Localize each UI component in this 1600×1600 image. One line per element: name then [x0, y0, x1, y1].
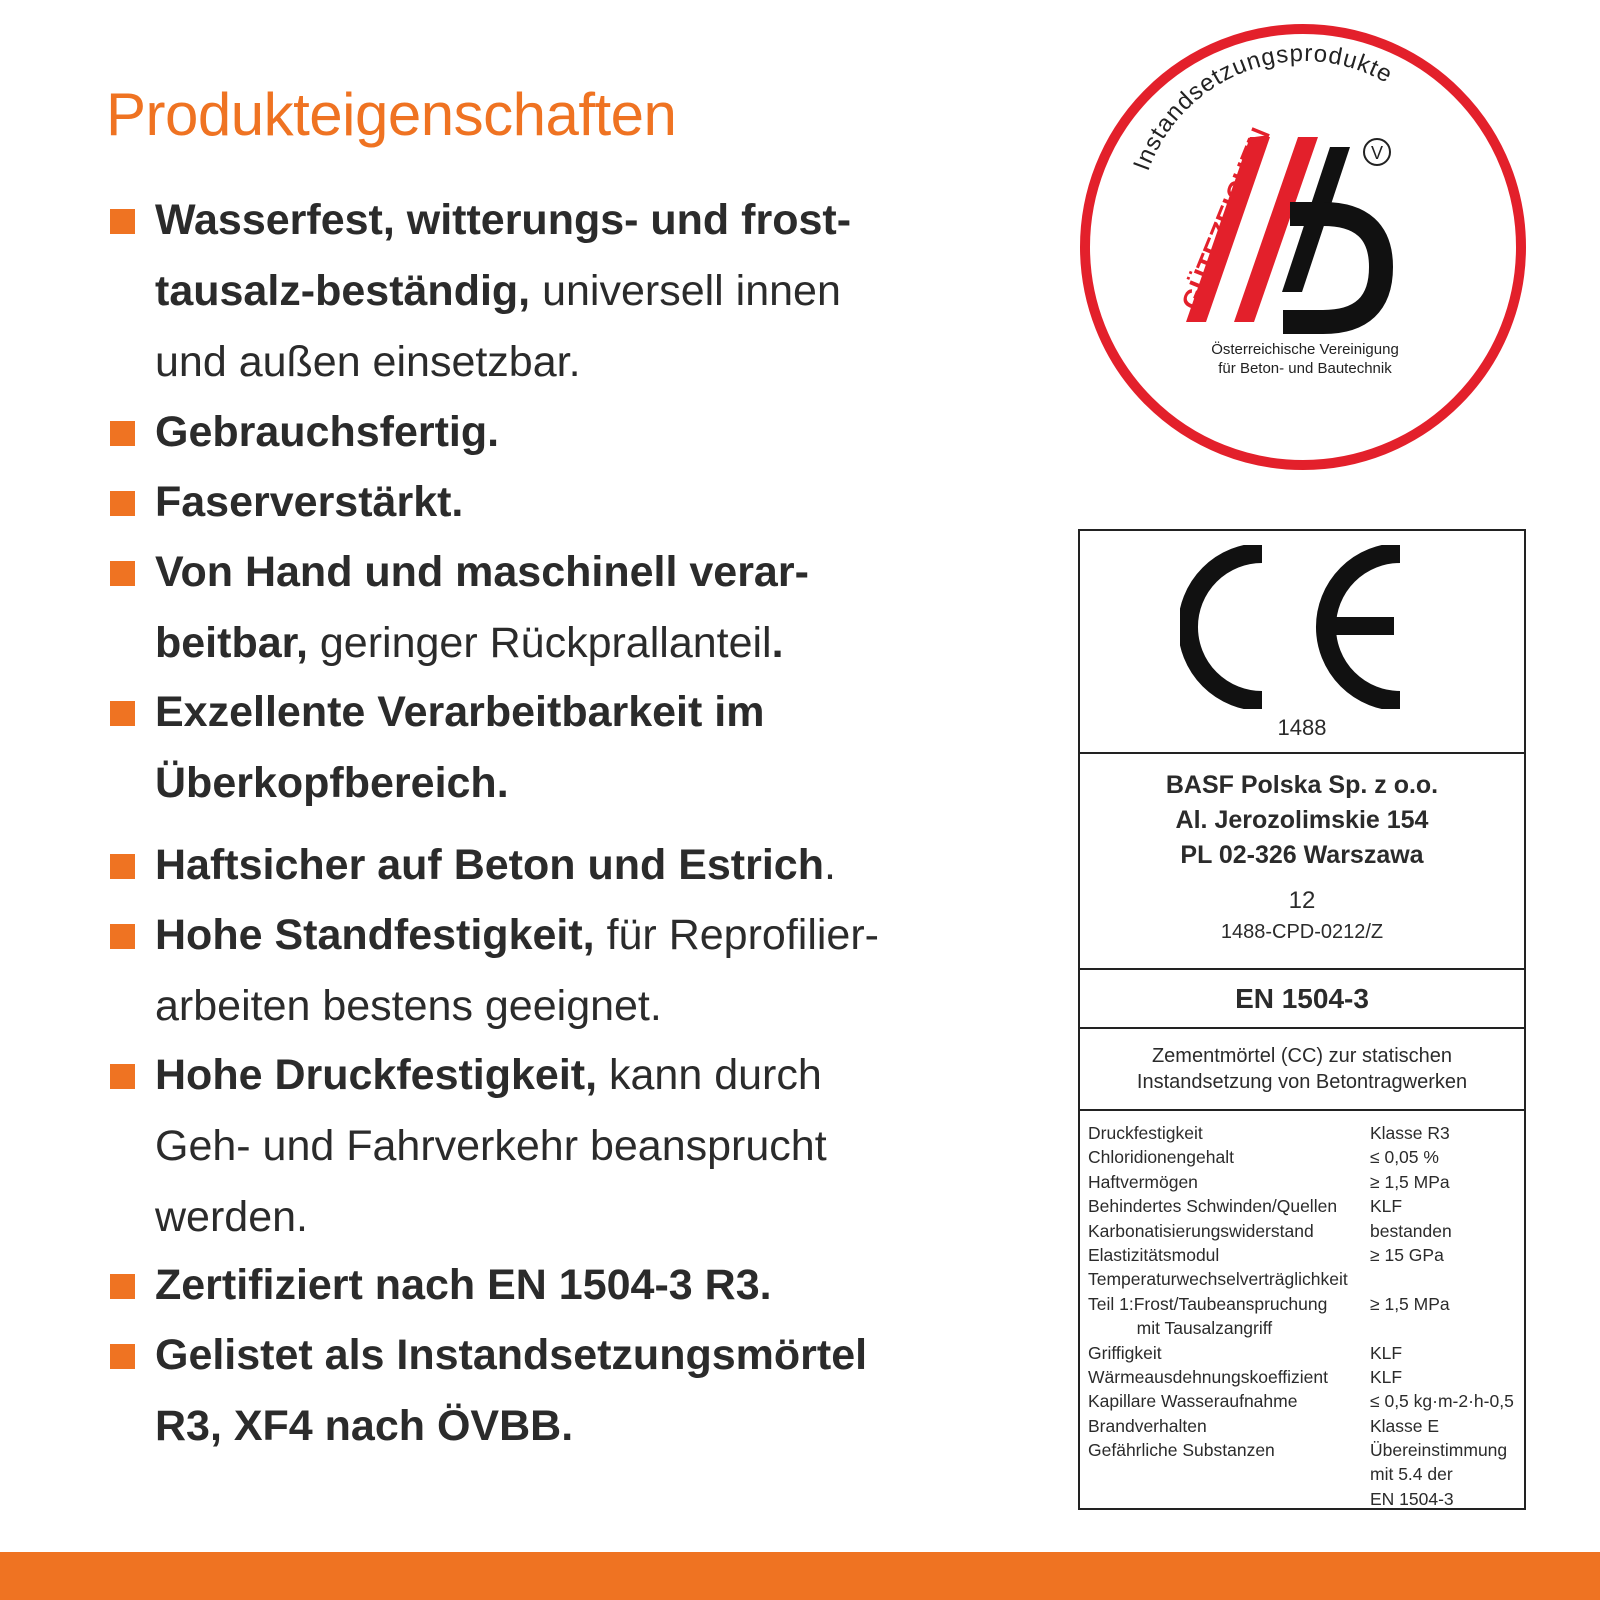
feature-text-bold: Gelistet als Instandsetzungsmörtel R3, XF4 nach ÖVBB.: [155, 1331, 868, 1450]
property-row: [1088, 1292, 1520, 1316]
property-value: KLF: [1370, 1342, 1403, 1363]
manufacturer-street: Al. Jerozolimskie 154: [1175, 806, 1429, 834]
property-name: Temperaturwechselverträglichkeit: [1088, 1269, 1348, 1290]
description-line1: Zementmörtel (CC) zur statischen: [1151, 1045, 1453, 1067]
property-row: [1088, 1145, 1520, 1169]
bullet-square-icon: [110, 1274, 135, 1299]
property-value: ≥ 1,5 MPa: [1370, 1171, 1450, 1192]
property-value: Klasse R3: [1370, 1123, 1450, 1143]
quality-seal: [1078, 22, 1528, 472]
property-value: EN 1504-3: [1370, 1488, 1454, 1509]
manufacturer-name: BASF Polska Sp. z o.o.: [1165, 771, 1439, 799]
bullet-square-icon: [110, 924, 135, 949]
property-row: [1088, 1170, 1520, 1194]
feature-text: [155, 677, 985, 819]
property-row: [1088, 1341, 1520, 1365]
standard-section: [1080, 970, 1524, 1029]
property-row: [1088, 1121, 1520, 1145]
property-value: bestanden: [1370, 1220, 1452, 1241]
bullet-square-icon: [110, 854, 135, 879]
property-name: Brandverhalten: [1088, 1415, 1207, 1436]
feature-text-regular: .: [823, 841, 836, 889]
property-name: Druckfestigkeit: [1088, 1123, 1203, 1143]
property-name: mit Tausalzangriff: [1088, 1318, 1273, 1339]
property-name: Karbonatisierungswiderstand: [1088, 1220, 1314, 1241]
ce-mark-icon: [1180, 545, 1424, 709]
property-name: Haftvermögen: [1088, 1171, 1198, 1192]
feature-text-bold: tausalz-beständig,: [155, 267, 531, 315]
ce-label: [1078, 529, 1526, 1510]
property-row: [1088, 1487, 1520, 1511]
feature-text-regular: kann durch Geh- und Fahrverkehr beansprucht werden.: [155, 1051, 827, 1241]
bullet-square-icon: [110, 209, 135, 234]
description-line2: Instandsetzung von Betontragwerken: [1136, 1071, 1468, 1093]
feature-text: [155, 900, 985, 1042]
feature-text-bold: Haftsicher auf Beton und Estrich: [155, 841, 824, 889]
feature-text-bold: Faserverstärkt.: [155, 478, 464, 526]
ce-mark-section: [1080, 531, 1524, 754]
seal-org-line2: für Beton- und Bautechnik: [1218, 360, 1392, 377]
property-row: [1088, 1462, 1520, 1486]
bullet-square-icon: [110, 1064, 135, 1089]
property-row: [1088, 1267, 1520, 1291]
notified-body-number: 1488: [1277, 715, 1327, 740]
seal-arc-text: Instandsetzungsprodukte: [1128, 39, 1398, 175]
property-row: [1088, 1219, 1520, 1243]
seal-v-letter: V: [1370, 143, 1384, 163]
feature-text: [155, 830, 985, 901]
properties-table: [1088, 1121, 1520, 1511]
feature-text-bold: Hohe Standfestigkeit,: [155, 911, 595, 959]
ce-year: 12: [1288, 887, 1316, 914]
bullet-square-icon: [110, 491, 135, 516]
property-value: ≤ 0,5 kg·m-2·h-0,5: [1370, 1391, 1514, 1412]
bullet-square-icon: [110, 701, 135, 726]
manufacturer-section: [1080, 754, 1524, 970]
bullet-square-icon: [110, 421, 135, 446]
standard-number: EN 1504-3: [1235, 983, 1369, 1014]
page-title: Produkteigenschaften: [106, 81, 677, 148]
property-name: Wärmeausdehnungskoeffizient: [1088, 1366, 1328, 1387]
property-name: Kapillare Wasseraufnahme: [1088, 1391, 1298, 1412]
feature-text: [155, 397, 985, 468]
property-value: mit 5.4 der: [1370, 1464, 1453, 1485]
feature-text: [155, 1320, 985, 1462]
property-value: KLF: [1370, 1366, 1403, 1387]
property-row: [1088, 1389, 1520, 1413]
feature-text: [155, 185, 985, 398]
property-row: [1088, 1438, 1520, 1462]
property-name: Elastizitätsmodul: [1088, 1244, 1220, 1265]
property-name: Gefährliche Substanzen: [1088, 1440, 1275, 1461]
feature-text-regular: universell innen und außen einsetzbar.: [155, 267, 841, 386]
property-name: Chloridionengehalt: [1088, 1147, 1234, 1168]
property-value: ≥ 15 GPa: [1370, 1244, 1444, 1265]
feature-text: [155, 1250, 985, 1321]
feature-text-bold: Gebrauchsfertig.: [155, 408, 500, 456]
bullet-square-icon: [110, 1344, 135, 1369]
seal-org-line1: Österreichische Vereinigung: [1211, 341, 1399, 358]
certificate-number: 1488-CPD-0212/Z: [1220, 921, 1384, 943]
bullet-square-icon: [110, 561, 135, 586]
product-description-section: [1080, 1029, 1524, 1111]
feature-text-bold: Exzellente Verarbeitbarkeit im Überkopfbereich.: [155, 688, 765, 807]
property-name: Griffigkeit: [1088, 1342, 1162, 1363]
feature-text-bold: Zertifiziert nach EN 1504-3 R3.: [155, 1261, 772, 1309]
property-name: Teil 1:Frost/Taubeanspruchung: [1088, 1293, 1328, 1314]
property-value: ≥ 1,5 MPa: [1370, 1293, 1450, 1314]
feature-text-bold: Hohe Druckfestigkeit,: [155, 1051, 598, 1099]
feature-text: [155, 537, 985, 679]
feature-text: [155, 1040, 985, 1253]
property-row: [1088, 1243, 1520, 1267]
property-value: ≤ 0,05 %: [1370, 1147, 1439, 1168]
feature-text-regular: für Reprofilier- arbeiten bestens geeignet.: [155, 911, 879, 1030]
property-row: [1088, 1316, 1520, 1340]
property-row: [1088, 1414, 1520, 1438]
property-name: Behindertes Schwinden/Quellen: [1088, 1196, 1338, 1217]
property-row: [1088, 1365, 1520, 1389]
manufacturer-city: PL 02-326 Warszawa: [1180, 841, 1424, 869]
property-value: KLF: [1370, 1196, 1403, 1217]
feature-text-bold: .: [771, 619, 784, 667]
bottom-accent-bar: [0, 1552, 1600, 1600]
feature-text-bold: Wasserfest, witterungs- und frost-: [155, 196, 852, 244]
property-row: [1088, 1194, 1520, 1218]
feature-text: [155, 467, 985, 538]
feature-text-regular: geringer Rückprallanteil: [307, 619, 772, 667]
property-value: Übereinstimmung: [1370, 1440, 1508, 1461]
property-value: Klasse E: [1370, 1415, 1440, 1436]
feature-text-bold: Von Hand und maschinell verar- beitbar,: [155, 548, 809, 667]
